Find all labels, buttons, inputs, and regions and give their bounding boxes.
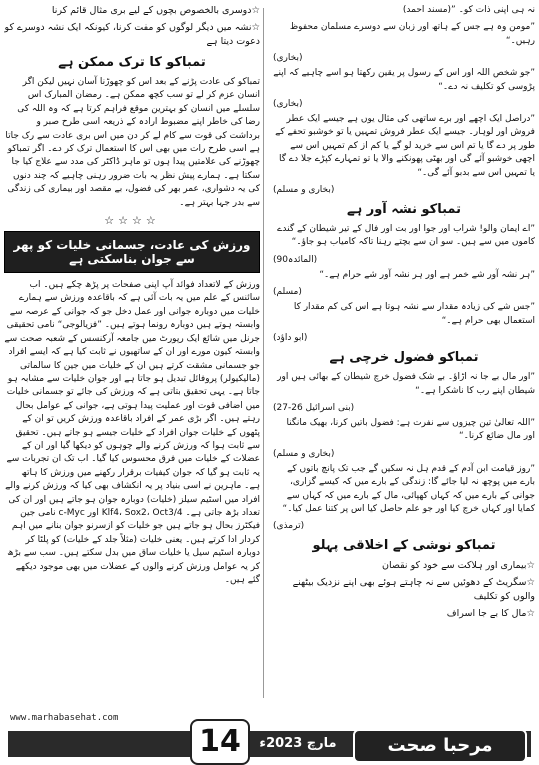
body-text: تمباکو کی عادت پڑنے کے بعد اس کو چھوڑنا آسان نہیں لیکن اگر انسان عزم کر لے تو سب کچھ ممکن ہے۔ رمضان المبارک اس سلسلے میں انسان کو بہترین موقع فراہم کرتا ہے کہ وہ اللہ کی رضا کی خاطر اپنے مضبوط ارادہ کے ذریعہ اسی طرح صبر و برداشت کی قوت سے کام لے کر دن میں اس بری عادت سے رک جاتا ہے اسی طرح رات میں بھی اس کا استعمال ترک کر دے۔ اگر تمباکو چھوڑنے کی علامتیں پیدا ہوں تو ماہر ڈاکٹر کی مدد سے علاج کیا جا سکتا ہے۔ ہمارے پیش نظر یہ بات ضرور رہنی چاہیے کہ چند دنوں کی یہ دشواری، عمر بھر کی فضول، بے مقصد اور بیماری کی زندگی سے بدر جہا بہتر ہے۔ <box>5 77 260 208</box>
reference: (ترمذی) <box>273 521 305 532</box>
bullet-item: ☆دوسری بالخصوص بچوں کے لیے بری مثال قائم کرنا <box>51 5 260 16</box>
page-footer <box>4 711 535 761</box>
quote-text: ”جو شخص اللہ اور اس کے رسول پر یقین رکھتا ہو اسے چاہیے کہ اپنے پڑوسی کو تکلیف نہ دے۔“ <box>273 68 535 92</box>
quote-text: نہ ہی اپنی ذات کو۔ ”(مسند احمد) <box>402 5 535 15</box>
right-column <box>273 4 535 706</box>
reference: (بنی اسرائیل 26-27) <box>273 402 355 413</box>
quote-text: ”اللہ تعالیٰ تین چیزوں سے نفرت ہے: فضول باتیں کرنا، بھیک مانگنا اور مال ضائع کرنا۔“ <box>286 417 535 442</box>
quote-text: ”اے ایمان والو! شراب اور جوا اور بت اور فال کے تیر شیطان کے گندے کاموں میں سے ہیں۔ سو ان سے بچتے رہنا تاکہ کامیاب ہو جاؤ۔“ <box>277 224 535 248</box>
body-text: ورزش کے لاتعداد فوائد آپ اپنی صفحات پر پڑھ چکے ہیں۔ اب سائنس کے علم میں یہ بات آئی ہے کہ باقاعدہ ورزش سے ہمارے خلیات میں دوبارہ جوانی اور عمل دخل جو کہ جوانی کے عرصہ سے وابستہ ہوتے ہیں دوبارہ رونما ہوتے ہیں۔ ”فزیالوجی“ نامی تحقیقی جرنل میں شائع ایک رپورٹ میں جامعہ آرکنسس کے شعبہ صحت سے وابستہ کیون مورے اور ان کے ساتھیوں نے ثابت کیا ہے کہ ایسے افراد جو جسمانی مشقت کرتے ہیں ان کے خلیات میں جین کا سالماتی (مالیکیولر) پروفائل تبدیل ہو جاتا ہے اور جوان خلیات سے مشابہ ہو جاتا ہے۔ یہی تحقیق بتاتی ہے کہ ورزش کی جائے تو جسمانی خلیات میں اضافی قوت اور عملیت پیدا ہوتی ہے، جوانی کے عوامل بحال رہتے ہیں۔ اگر بڑی عمر کے افراد باقاعدہ ورزش کریں تو ان کے پٹھوں کے خلیات جوان افراد کے خلیات جیسے ہو جاتے ہیں۔ تحقیق سے ثابت ہوا کہ ورزش کرنے والے چوہوں کو دیکھا گیا اور ان کے عضلات کے خلیات میں فرق محسوس کیا گیا۔ اب تک ان تجربات سے یہ ثابت ہو گیا کہ جوان کیفیات برقرار رکھنے میں ورزش کا ہاتھ ہے۔ ماہرین نے اسی بنیاد پر یہ انکشاف بھی کیا کہ ورزش کرنے والے افراد میں اسٹیم سیلز (خلیات) دوبارہ جوان ہو جاتے ہیں اور ان کی تعداد بڑھ جاتی ہے۔ Klf4، Sox2، Oct3/4 اور c-Myc نامی جین فیکٹرز بحال ہو جاتے ہیں جو خلیات کو ازسرنو جوان بنانے میں اہم کردار ادا کرتے ہیں۔ یعنی خلیات (مثلاً جلد کے خلیات) کو پلٹا کر دوبارہ اسٹیم سیل یا خلیات ساق میں بدل سکتے ہیں۔ سب سے بڑھ کر یہ عوامل ورزش کرنے والوں کے عضلات میں بھی موجود دیکھے گئے ہیں۔ <box>4 280 260 585</box>
left-column <box>4 4 260 706</box>
reference: (المائدہ90) <box>273 254 318 265</box>
column-divider <box>263 8 264 698</box>
issue-date: مارچ 2023ء <box>259 736 337 751</box>
bullet-item: ☆نشہ میں دیگر لوگوں کو مفت کرنا، کیونکہ ایک نشہ دوسرے کو دعوت دیتا ہے <box>4 22 260 47</box>
section-heading: تمباکو نشہ آور ہے <box>346 202 462 218</box>
bullet-item: ☆بیماری اور ہلاکت سے خود کو نقصان <box>382 560 535 572</box>
section-heading: تمباکو کا ترک ممکن ہے <box>58 55 206 70</box>
section-heading: تمباکو فضول خرچی ہے <box>329 350 479 366</box>
page-number: 14 <box>190 719 250 765</box>
reference: (بخاری و مسلم) <box>273 448 335 459</box>
quote-text: ”اور مال بے جا نہ اڑاؤ۔ بے شک فضول خرچ شیطان کے بھائی ہیں اور شیطان اپنے رب کا ناشکرا ہے۔“ <box>277 372 535 396</box>
reference: (مسلم) <box>273 287 302 298</box>
reference: (ابو داؤد) <box>273 333 308 344</box>
article-title-box: ورزش کی عادت، جسمانی خلیات کو پھر سے جوان بناسکتی ہے <box>4 231 260 273</box>
bullet-item: ☆سگریٹ کے دھوئیں سے نہ چاہتے ہوئے بھی اپنے نزدیک بیٹھنے والوں کو تکلیف <box>292 577 535 603</box>
section-heading: تمباکو نوشی کے اخلاقی پہلو <box>312 538 496 554</box>
reference: (بخاری و مسلم) <box>273 185 335 196</box>
quote-text: ”ہر نشہ آور شے خمر ہے اور ہر نشہ آور شے حرام ہے۔“ <box>319 269 535 280</box>
bullet-item: ☆مال کا بے جا اسراف <box>446 608 535 620</box>
quote-text: ”جس شے کی زیادہ مقدار سے نشہ ہوتا ہے اس کی کم مقدار کا استعمال بھی حرام ہے۔“ <box>293 302 535 326</box>
website-link[interactable]: www.marhabasehat.com <box>10 713 119 723</box>
magazine-page <box>4 4 535 761</box>
quote-text: ”دراصل ایک اچھے اور برے ساتھی کی مثال یوں ہے جیسے ایک عطر فروش اور لوہار۔ جیسے ایک عطر فروش تمہیں یا تو خوشبو تحفے کے طور پر دے گا یا تم اس سے خرید لو گے یا کم از کم تمہیں اس سے اچھی خوشبو آئے گی اور بھٹی پھونکنے والا یا تو تمہارے کپڑے جلا دے گا یا تمہیں اس سے بدبو آئے گی۔“ <box>275 114 535 178</box>
reference: (بخاری) <box>273 99 303 110</box>
quote-text: ”روز قیامت ابن آدم کے قدم ہل نہ سکیں گے جب تک پانچ باتوں کے بارے میں پوچھ نہ لیا جائے گا: زندگی کے بارے میں کہ کیسے گزاری، جوانی کے بارے میں کہ کہاں کھپائی، مال کے بارے میں کہ کہاں سے کمایا اور کہاں خرچ کیا اور جو علم حاصل کیا اس پر کتنا عمل کیا۔“ <box>282 463 535 514</box>
reference: (بخاری) <box>273 53 303 64</box>
magazine-logo: مرحبا صحت <box>353 729 527 763</box>
quote-text: ”مومن وہ ہے جس کے ہاتھ اور زبان سے دوسرے مسلمان محفوظ رہیں۔“ <box>289 22 535 46</box>
star-separator: ☆☆☆☆ <box>104 214 160 228</box>
